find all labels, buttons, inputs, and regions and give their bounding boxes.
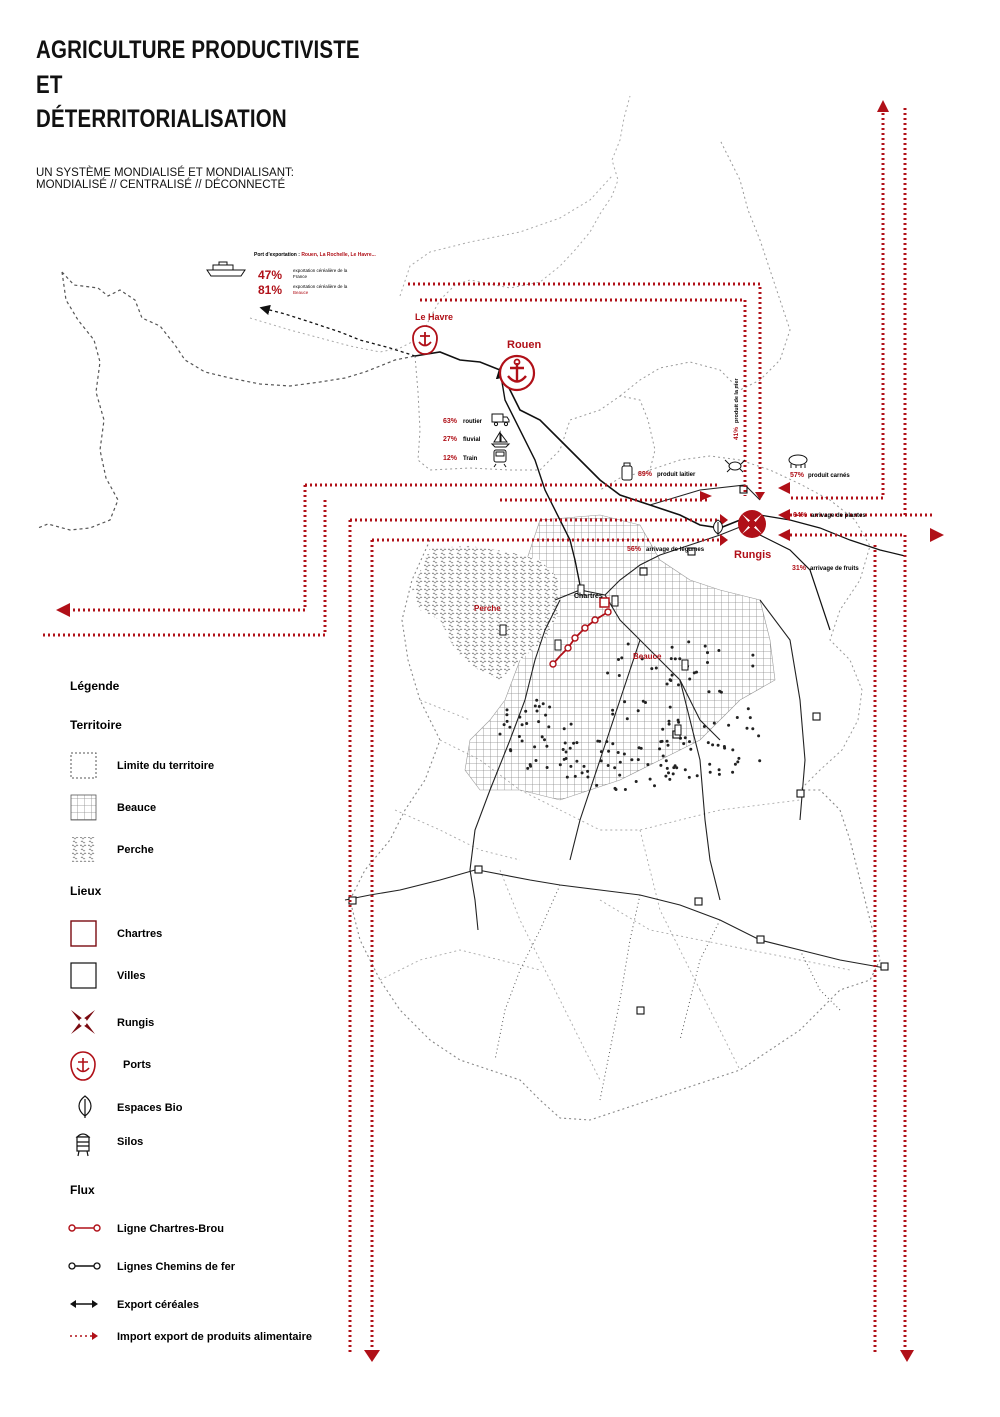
- legend-port-icon: [71, 1052, 95, 1080]
- silo-dot: [723, 747, 726, 750]
- silo-dot: [751, 665, 754, 668]
- label-rouen: Rouen: [507, 339, 542, 351]
- river-marne: [760, 515, 905, 630]
- crab-icon: [725, 460, 745, 472]
- boat-icon: [492, 432, 509, 447]
- title-line-3: DÉTERRITORIALISATION: [36, 105, 287, 133]
- export-stat-2-label-b: Beauce: [293, 290, 309, 295]
- silo-dot: [521, 723, 524, 726]
- silo-dot: [509, 748, 512, 751]
- legend-import-export-label: Import export de produits alimentaire: [117, 1331, 312, 1343]
- silo-dot: [611, 709, 614, 712]
- legend-espaces-bio-label: Espaces Bio: [117, 1102, 183, 1114]
- silo-dot: [666, 767, 669, 770]
- silo-dot: [666, 740, 669, 743]
- silo-dot: [736, 760, 739, 763]
- silo-dot: [718, 690, 721, 693]
- legend-chartres-brou-line: [69, 1225, 100, 1231]
- label-rungis: Rungis: [734, 549, 772, 561]
- silo-dot: [734, 763, 737, 766]
- flow-mer: [733, 378, 740, 440]
- silo-dot: [533, 745, 536, 748]
- silo-dot: [620, 656, 623, 659]
- flow-plantes-value: 64%: [793, 512, 808, 519]
- silo-dot: [672, 772, 675, 775]
- silo-dot: [687, 640, 690, 643]
- flow-mer-value: 41%: [733, 426, 740, 440]
- legend-chartres-swatch: [71, 921, 96, 946]
- label-le-havre: Le Havre: [415, 312, 454, 322]
- silo-dot: [544, 714, 547, 717]
- silo-dot: [536, 710, 539, 713]
- silo-dot: [758, 759, 761, 762]
- legend-ligne-chartres-brou-label: Ligne Chartres-Brou: [117, 1223, 224, 1235]
- transport-1-value: 63%: [443, 418, 458, 425]
- flow-carnes-label: produit carnés: [808, 473, 850, 479]
- export-stat-1-label-a: exportation céréalière de la: [293, 268, 348, 273]
- silo-dot: [575, 741, 578, 744]
- silo-dot: [709, 771, 712, 774]
- silo-dot: [613, 766, 616, 769]
- legend-territoire-heading: Territoire: [70, 718, 122, 732]
- silo-dot: [678, 657, 681, 660]
- silo-dot: [718, 768, 721, 771]
- legend-perche-swatch: [71, 837, 96, 862]
- silo-dot: [586, 776, 589, 779]
- flow-laitier-value: 89%: [638, 471, 653, 478]
- legend-export-cereales-label: Export céréales: [117, 1299, 199, 1311]
- port-le-havre-icon: [413, 326, 437, 354]
- legend-ports-label: Ports: [123, 1059, 152, 1071]
- silo-dot: [688, 678, 691, 681]
- pig-icon: [789, 455, 807, 468]
- port-rouen-icon: [500, 356, 534, 390]
- silo-dot: [684, 768, 687, 771]
- silo-dot: [707, 741, 710, 744]
- silo-dot: [508, 726, 511, 729]
- silo-dot: [570, 723, 573, 726]
- silo-dot: [731, 748, 734, 751]
- silo-dot: [542, 702, 545, 705]
- silo-dot: [541, 735, 544, 738]
- silo-dot: [658, 747, 661, 750]
- silo-dot: [624, 788, 627, 791]
- silo-dot: [655, 667, 658, 670]
- silo-dot: [623, 700, 626, 703]
- silo-dot: [538, 705, 541, 708]
- silo-dot: [706, 651, 709, 654]
- silo-dot: [666, 683, 669, 686]
- legend-flux-heading: Flux: [70, 1183, 95, 1197]
- silo-dot: [706, 661, 709, 664]
- flow-carnes-value: 57%: [790, 472, 805, 479]
- legend-rungis-icon: [71, 1010, 95, 1034]
- title-line-2: ET: [36, 71, 63, 99]
- silo-dot: [543, 738, 546, 741]
- silo-dot: [524, 710, 527, 713]
- silo-dot: [563, 758, 566, 761]
- legend-lignes-chemins-de-fer-label: Lignes Chemins de fer: [117, 1261, 235, 1273]
- silo-dot: [619, 761, 622, 764]
- silo-dot: [650, 667, 653, 670]
- silo-dot: [566, 776, 569, 779]
- silo-dot: [653, 784, 656, 787]
- export-stat-1-value: 47%: [258, 268, 283, 282]
- legend-villes-label: Villes: [117, 970, 146, 982]
- silo-dot: [617, 658, 620, 661]
- silo-dot: [751, 654, 754, 657]
- silo-dot: [623, 753, 626, 756]
- silo-dot: [525, 722, 528, 725]
- legend: [69, 679, 312, 1343]
- silo-dot: [598, 740, 601, 743]
- rungis-icon: [738, 510, 766, 538]
- flow-laitier-label: produit laitier: [657, 472, 696, 478]
- silo-dot: [711, 743, 714, 746]
- silo-dot: [569, 765, 572, 768]
- silo-dot: [746, 727, 749, 730]
- legend-beauce-label: Beauce: [117, 802, 157, 814]
- legend-title: Légende: [70, 679, 120, 693]
- coast-upper: [400, 176, 612, 296]
- silo-dot: [637, 709, 640, 712]
- silo-dot: [615, 788, 618, 791]
- flow-legumes-value: 56%: [627, 546, 642, 553]
- legend-leaf-icon: [79, 1096, 91, 1118]
- legend-import-arrow: [70, 1332, 98, 1340]
- silo-dot: [674, 657, 677, 660]
- silo-dot: [696, 774, 699, 777]
- silo-dot: [564, 742, 567, 745]
- export-box-header: Port d'exportation : Rouen, La Rochelle, Le Havre...: [254, 252, 376, 258]
- silo-dot: [546, 766, 549, 769]
- silo-dot: [637, 758, 640, 761]
- silo-dot: [559, 763, 562, 766]
- export-arrow-atlantic: [262, 308, 415, 356]
- silo-dot: [505, 713, 508, 716]
- silo-dot: [635, 780, 638, 783]
- silo-dot: [708, 763, 711, 766]
- transport-2-value: 27%: [443, 436, 458, 443]
- legend-export-arrow: [70, 1300, 98, 1308]
- silo-dot: [503, 723, 506, 726]
- flow-legumes-label: arrivage de légumes: [646, 547, 705, 553]
- silo-dot: [708, 690, 711, 693]
- flow-mer-label: produit de la mer: [734, 378, 740, 423]
- silo-dot: [661, 728, 664, 731]
- silo-dot: [627, 643, 630, 646]
- silo-dot: [562, 748, 565, 751]
- silo-dot: [649, 778, 652, 781]
- silo-dot: [526, 767, 529, 770]
- silo-dot: [595, 784, 598, 787]
- silo-dot: [646, 763, 649, 766]
- silo-dot: [717, 649, 720, 652]
- truck-icon: [492, 414, 509, 426]
- silo-dot: [626, 717, 629, 720]
- label-chartres: Chartres: [574, 593, 603, 600]
- silo-dot: [563, 727, 566, 730]
- silo-dot: [727, 724, 730, 727]
- silo-dot: [565, 751, 568, 754]
- transport-3-value: 12%: [443, 455, 458, 462]
- silo-dot: [684, 736, 687, 739]
- rail-south: [495, 885, 840, 1100]
- transport-2-label: fluvial: [463, 437, 481, 443]
- silo-dot: [677, 683, 680, 686]
- silo-dot: [688, 740, 691, 743]
- title-line-1: AGRICULTURE PRODUCTIVISTE: [36, 36, 360, 64]
- legend-perche-label: Perche: [117, 844, 154, 856]
- silo-dot: [611, 742, 614, 745]
- silo-dot: [668, 778, 671, 781]
- silo-dot: [529, 763, 532, 766]
- silo-dot: [717, 744, 720, 747]
- coastline: [38, 272, 415, 530]
- silo-dot: [736, 716, 739, 719]
- silo-dot: [659, 764, 662, 767]
- legend-beauce-swatch: [71, 795, 96, 820]
- silo-dot: [583, 765, 586, 768]
- silo-dot: [506, 720, 509, 723]
- label-beauce: Beauce: [633, 652, 662, 661]
- silo-dot: [535, 759, 538, 762]
- silo-dot: [688, 776, 691, 779]
- silo-dot: [751, 727, 754, 730]
- leaf-icon-map: [714, 520, 723, 535]
- silo-dot: [518, 735, 521, 738]
- silo-dot: [671, 646, 674, 649]
- silo-dot: [618, 774, 621, 777]
- silo-dot: [618, 674, 621, 677]
- silo-dot: [682, 742, 685, 745]
- silo-dot: [677, 719, 680, 722]
- silo-dot: [642, 700, 645, 703]
- silo-dot: [665, 759, 668, 762]
- silo-dot: [667, 744, 670, 747]
- legend-limite-swatch: [71, 753, 96, 778]
- silo-dot: [669, 678, 672, 681]
- silo-dot: [630, 758, 633, 761]
- silo-dot: [499, 733, 502, 736]
- transport-1-label: routier: [463, 419, 483, 425]
- silo-dot: [575, 760, 578, 763]
- milk-icon: [622, 463, 632, 480]
- legend-lieux-heading: Lieux: [70, 884, 102, 898]
- silo-dot: [668, 723, 671, 726]
- silo-dot: [713, 722, 716, 725]
- silo-dot: [535, 699, 538, 702]
- silo-dot: [747, 707, 750, 710]
- silo-dot: [661, 740, 664, 743]
- ship-icon: [207, 262, 245, 276]
- silo-dot: [545, 745, 548, 748]
- silo-dot: [617, 751, 620, 754]
- silo-dot: [674, 764, 677, 767]
- region-east: [620, 140, 790, 396]
- legend-silo-icon: [77, 1134, 89, 1156]
- silo-dot: [671, 674, 674, 677]
- silo-dot: [574, 775, 577, 778]
- silo-dot: [749, 716, 752, 719]
- silo-dot: [695, 671, 698, 674]
- silo-dot: [664, 775, 667, 778]
- silo-dot: [569, 747, 572, 750]
- silo-dot: [662, 755, 665, 758]
- silo-dot: [506, 708, 509, 711]
- export-stat-2-value: 81%: [258, 283, 283, 297]
- silo-dot: [718, 773, 721, 776]
- flow-fruits-label: arrivage de fruits: [810, 566, 859, 572]
- subtitle-line-2: MONDIALISÉ // CENTRALISÉ // DÉCONNECTÉ: [36, 179, 286, 191]
- export-stat-1-label-b: France: [293, 274, 308, 279]
- silo-dot: [670, 657, 673, 660]
- silo-dot: [547, 725, 550, 728]
- silo-dot: [667, 771, 670, 774]
- silo-dot: [581, 771, 584, 774]
- silo-dot: [586, 770, 589, 773]
- train-icon: [494, 450, 506, 467]
- legend-rungis-label: Rungis: [117, 1017, 155, 1029]
- transport-3-label: Train: [463, 456, 478, 462]
- silo-dot: [757, 734, 760, 737]
- subtitle-line-1: UN SYSTÈME MONDIALISÉ ET MONDIALISANT:: [36, 167, 294, 179]
- silo-dot: [640, 747, 643, 750]
- silo-dot: [668, 720, 671, 723]
- legend-chartres-label: Chartres: [117, 928, 163, 940]
- flow-plantes-label: arrivage de plantes: [811, 513, 866, 519]
- silo-dot: [534, 705, 537, 708]
- silo-dot: [607, 750, 610, 753]
- silo-dot: [572, 742, 575, 745]
- flow-fruits-value: 31%: [792, 565, 807, 572]
- silo-dot: [731, 771, 734, 774]
- silo-dot: [737, 757, 740, 760]
- silo-dot: [689, 748, 692, 751]
- silo-dot: [537, 720, 540, 723]
- silo-dot: [611, 713, 614, 716]
- legend-silos-label: Silos: [117, 1136, 144, 1148]
- legend-limite-label: Limite du territoire: [117, 760, 215, 772]
- silo-dot: [704, 645, 707, 648]
- legend-villes-swatch: [71, 963, 96, 988]
- silo-dot: [669, 706, 672, 709]
- silo-dot: [521, 740, 524, 743]
- export-stat-2-label-a: exportation céréalière de la: [293, 284, 348, 289]
- label-perche: Perche: [474, 604, 501, 613]
- silo-dot: [606, 672, 609, 675]
- silo-dot: [607, 764, 610, 767]
- legend-rail-line: [69, 1263, 100, 1269]
- silo-dot: [548, 706, 551, 709]
